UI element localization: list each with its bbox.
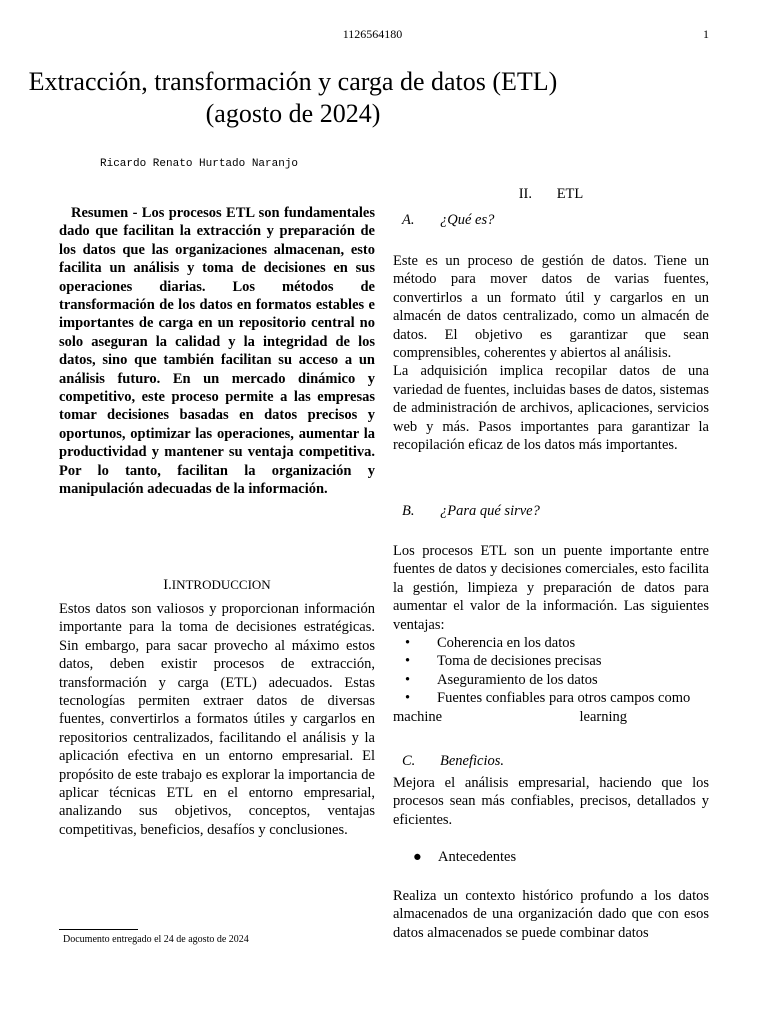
subsection-b-body [393,542,709,726]
introduction-paragraph: Estos datos son valiosos y proporcionan información importante para la toma de decisiones estratégicas. Sin embargo, para sacar provecho al máximo estos datos, deben existir procesos de extracción, transformación y carga (ETL) adecuados. Estas tecnologías permiten extraer datos de diversas fuentes, convertirlos a formatos útiles y cargarlos en repositorios centralizados, facilitando el análisis y la aplicación efectiva en un entorno empresarial. El propósito de este trabajo es explorar la importancia de aplicar técnicas ETL en el entorno empresarial, analizando sus objetivos, conceptos, ventajas competitivas, beneficios, desafíos y conclusiones. [59,601,375,838]
section-title: ETL [556,186,584,202]
paragraph: La adquisición implica recopilar datos de una variedad de fuentes, incluidas bases de datos, sistemas de administración de archivos, aplicaciones, servicios web y más. Pasos importantes para garantizar la recopilación eficaz de los datos más importantes. [393,363,709,454]
subsection-letter: B. [402,503,415,519]
antecedentes-paragraph: Realiza un contexto histórico profundo a los datos almacenados de una organización dado que con esos datos almacenados se puede combinar datos [393,888,709,941]
abstract-text: - Los procesos ETL son fundamentales dado que facilitan la extracción y preparación de los datos que las organizaciones almacenan, esto facilita un análisis y toma de decisiones en sus operaciones diarias. Los métodos de transformación de los datos en formatos estables e importantes de carga en un repositorio central no solo aseguran la calidad y la integridad de los datos, sino que también facilitan su acceso a un análisis futuro. En un mercado dinámico y competitivo, este proceso permite a las empresas tomar decisiones basadas en datos precisos y oportunos, optimizar las operaciones, aumentar la productividad y mantener su ventaja competitiva. Por lo tanto, facilitan la organización y manipulación adecuadas de la información. [59,205,375,498]
section-heading-introduction [59,577,375,594]
subsection-title: ¿Qué es? [440,212,495,228]
subsection-c-body: Mejora el análisis empresarial, haciendo que los procesos sean más confiables, precisos, detallados y eficientes. [393,775,709,828]
paragraph: Los procesos ETL son un puente importante entre fuentes de datos y decisiones comerciales, esto facilita la gestión, limpieza y preparación de datos para aumentar el valor de la información. Las siguientes ventajas: [393,543,709,633]
running-header-id: 1126564180 [342,27,403,41]
subsection-heading-a [402,212,494,229]
subsection-title: ¿Para qué sirve? [440,503,540,519]
abstract-label: Resumen [71,205,129,221]
paragraph: Este es un proceso de gestión de datos. Tiene un método para mover datos de varias fuentes, convertirlos a un formato útil y cargarlos en un almacén de datos centralizado, como un almacén de datos. El objetivo es garantizar que sean comprensibles, coherentes y abiertos al análisis. [393,253,709,362]
section-title: INTRODUCCION [171,577,271,592]
page-number: 1 [703,27,709,41]
list-item: • Coherencia en los datos [405,635,576,652]
subsection-heading-b [402,503,540,520]
list-item: • Fuentes confiables para otros campos como [405,690,691,707]
paper-title [0,66,586,130]
title-line-2: (agosto de 2024) [205,99,381,128]
list-item: • Toma de decisiones precisas [405,653,602,670]
subsection-letter: A. [402,212,415,228]
title-line-1: Extracción, transformación y carga de datos (ETL) [28,67,558,96]
list-item-continuation: machine learning [393,708,627,725]
subsection-title: Beneficios. [440,753,505,769]
abstract [59,204,375,499]
subsection-a-body [393,252,709,454]
section-numeral: II. [518,186,532,202]
subsection-heading-c [402,753,504,770]
footnote-divider [59,929,138,930]
section-heading-etl [393,186,709,203]
list-item: • Aseguramiento de los datos [405,671,598,688]
author-name: Ricardo Renato Hurtado Naranjo [100,158,299,170]
section-numeral: I. [163,577,172,593]
subsection-letter: C. [402,753,416,769]
bullet-icon: ● [413,849,422,865]
list-item-antecedentes: ● Antecedentes [413,849,517,865]
footnote: Documento entregado el 24 de agosto de 2024 [63,934,249,945]
